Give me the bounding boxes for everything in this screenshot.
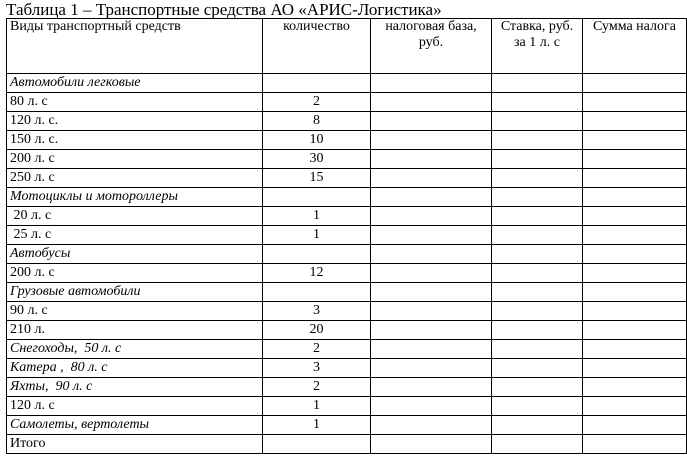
row-label: Снегоходы, 50 л. с xyxy=(7,340,263,359)
row-tax-amount xyxy=(583,321,687,340)
row-rate xyxy=(492,397,583,416)
row-rate xyxy=(492,226,583,245)
row-tax-amount xyxy=(583,397,687,416)
row-tax-base xyxy=(371,112,492,131)
row-rate xyxy=(492,283,583,302)
table-caption: Таблица 1 – Транспортные средства АО «АРИС-Логистика» xyxy=(6,0,442,19)
row-quantity xyxy=(263,188,371,207)
row-label: 20 л. с xyxy=(7,207,263,226)
table-row xyxy=(7,169,687,188)
row-tax-base xyxy=(371,264,492,283)
row-tax-base xyxy=(371,378,492,397)
row-quantity: 1 xyxy=(263,416,371,435)
table-row xyxy=(7,93,687,112)
row-tax-amount xyxy=(583,112,687,131)
row-tax-base xyxy=(371,359,492,378)
row-rate xyxy=(492,207,583,226)
row-label: 120 л. с. xyxy=(7,112,263,131)
row-rate xyxy=(492,131,583,150)
table-row xyxy=(7,226,687,245)
row-tax-base xyxy=(371,74,492,93)
row-rate xyxy=(492,188,583,207)
table-row xyxy=(7,359,687,378)
row-label: 120 л. с xyxy=(7,397,263,416)
row-tax-amount xyxy=(583,264,687,283)
row-label: 25 л. с xyxy=(7,226,263,245)
row-tax-amount xyxy=(583,302,687,321)
table-row xyxy=(7,207,687,226)
row-quantity: 12 xyxy=(263,264,371,283)
row-label: Яхты, 90 л. с xyxy=(7,378,263,397)
table-row xyxy=(7,435,687,454)
table-row xyxy=(7,378,687,397)
row-tax-amount xyxy=(583,340,687,359)
row-tax-amount xyxy=(583,93,687,112)
row-tax-base xyxy=(371,131,492,150)
row-rate xyxy=(492,150,583,169)
vehicles-table xyxy=(6,18,687,454)
row-tax-base xyxy=(371,207,492,226)
row-rate xyxy=(492,169,583,188)
table-row xyxy=(7,340,687,359)
row-quantity xyxy=(263,283,371,302)
row-tax-amount xyxy=(583,74,687,93)
row-tax-base xyxy=(371,93,492,112)
row-quantity xyxy=(263,74,371,93)
row-tax-base xyxy=(371,302,492,321)
row-tax-amount xyxy=(583,207,687,226)
table-row xyxy=(7,321,687,340)
row-rate xyxy=(492,112,583,131)
row-quantity: 2 xyxy=(263,93,371,112)
row-quantity: 8 xyxy=(263,112,371,131)
row-quantity: 3 xyxy=(263,359,371,378)
table-row xyxy=(7,112,687,131)
row-tax-base xyxy=(371,245,492,264)
row-label: 90 л. с xyxy=(7,302,263,321)
row-label: 200 л. с xyxy=(7,150,263,169)
row-tax-base xyxy=(371,150,492,169)
table-row xyxy=(7,397,687,416)
row-tax-amount xyxy=(583,416,687,435)
row-quantity: 20 xyxy=(263,321,371,340)
row-tax-amount xyxy=(583,226,687,245)
row-quantity: 15 xyxy=(263,169,371,188)
row-label: Грузовые автомобили xyxy=(7,283,263,302)
row-rate xyxy=(492,264,583,283)
row-rate xyxy=(492,359,583,378)
row-label: Автобусы xyxy=(7,245,263,264)
row-tax-amount xyxy=(583,283,687,302)
row-rate xyxy=(492,74,583,93)
table-row xyxy=(7,245,687,264)
row-rate xyxy=(492,340,583,359)
table-row xyxy=(7,416,687,435)
row-label: Катера , 80 л. с xyxy=(7,359,263,378)
table-row xyxy=(7,131,687,150)
header-quantity: количество xyxy=(263,19,371,74)
row-rate xyxy=(492,245,583,264)
row-label: Самолеты, вертолеты xyxy=(7,416,263,435)
table-row xyxy=(7,74,687,93)
row-label: Итого xyxy=(7,435,263,454)
row-tax-amount xyxy=(583,245,687,264)
row-tax-amount xyxy=(583,435,687,454)
row-quantity: 2 xyxy=(263,378,371,397)
table-row xyxy=(7,150,687,169)
row-tax-base xyxy=(371,226,492,245)
row-tax-base xyxy=(371,340,492,359)
header-tax-amount: Сумма налога xyxy=(583,19,687,74)
row-tax-base xyxy=(371,321,492,340)
row-label: 80 л. с xyxy=(7,93,263,112)
row-tax-base xyxy=(371,169,492,188)
table-header-row xyxy=(7,19,687,74)
table-row xyxy=(7,188,687,207)
row-tax-base xyxy=(371,283,492,302)
row-quantity: 30 xyxy=(263,150,371,169)
header-rate: Ставка, руб. за 1 л. с xyxy=(492,19,583,74)
row-label: 250 л. с xyxy=(7,169,263,188)
row-label: 210 л. xyxy=(7,321,263,340)
row-tax-amount xyxy=(583,150,687,169)
row-tax-base xyxy=(371,188,492,207)
row-tax-amount xyxy=(583,169,687,188)
row-quantity xyxy=(263,435,371,454)
row-rate xyxy=(492,435,583,454)
row-rate xyxy=(492,93,583,112)
row-quantity xyxy=(263,245,371,264)
row-label: Мотоциклы и мотороллеры xyxy=(7,188,263,207)
row-tax-base xyxy=(371,416,492,435)
row-quantity: 10 xyxy=(263,131,371,150)
table-row xyxy=(7,264,687,283)
table-row xyxy=(7,283,687,302)
row-quantity: 2 xyxy=(263,340,371,359)
row-label: Автомобили легковые xyxy=(7,74,263,93)
row-quantity: 3 xyxy=(263,302,371,321)
row-tax-base xyxy=(371,435,492,454)
row-quantity: 1 xyxy=(263,397,371,416)
row-rate xyxy=(492,302,583,321)
row-rate xyxy=(492,378,583,397)
row-rate xyxy=(492,321,583,340)
header-vehicle-type: Виды транспортный средств xyxy=(7,19,263,74)
row-label: 150 л. с. xyxy=(7,131,263,150)
header-tax-base: налоговая база, руб. xyxy=(371,19,492,74)
row-quantity: 1 xyxy=(263,226,371,245)
row-tax-base xyxy=(371,397,492,416)
row-tax-amount xyxy=(583,131,687,150)
row-rate xyxy=(492,416,583,435)
row-quantity: 1 xyxy=(263,207,371,226)
table-row xyxy=(7,302,687,321)
row-label: 200 л. с xyxy=(7,264,263,283)
table-body xyxy=(7,74,687,454)
row-tax-amount xyxy=(583,359,687,378)
row-tax-amount xyxy=(583,188,687,207)
row-tax-amount xyxy=(583,378,687,397)
